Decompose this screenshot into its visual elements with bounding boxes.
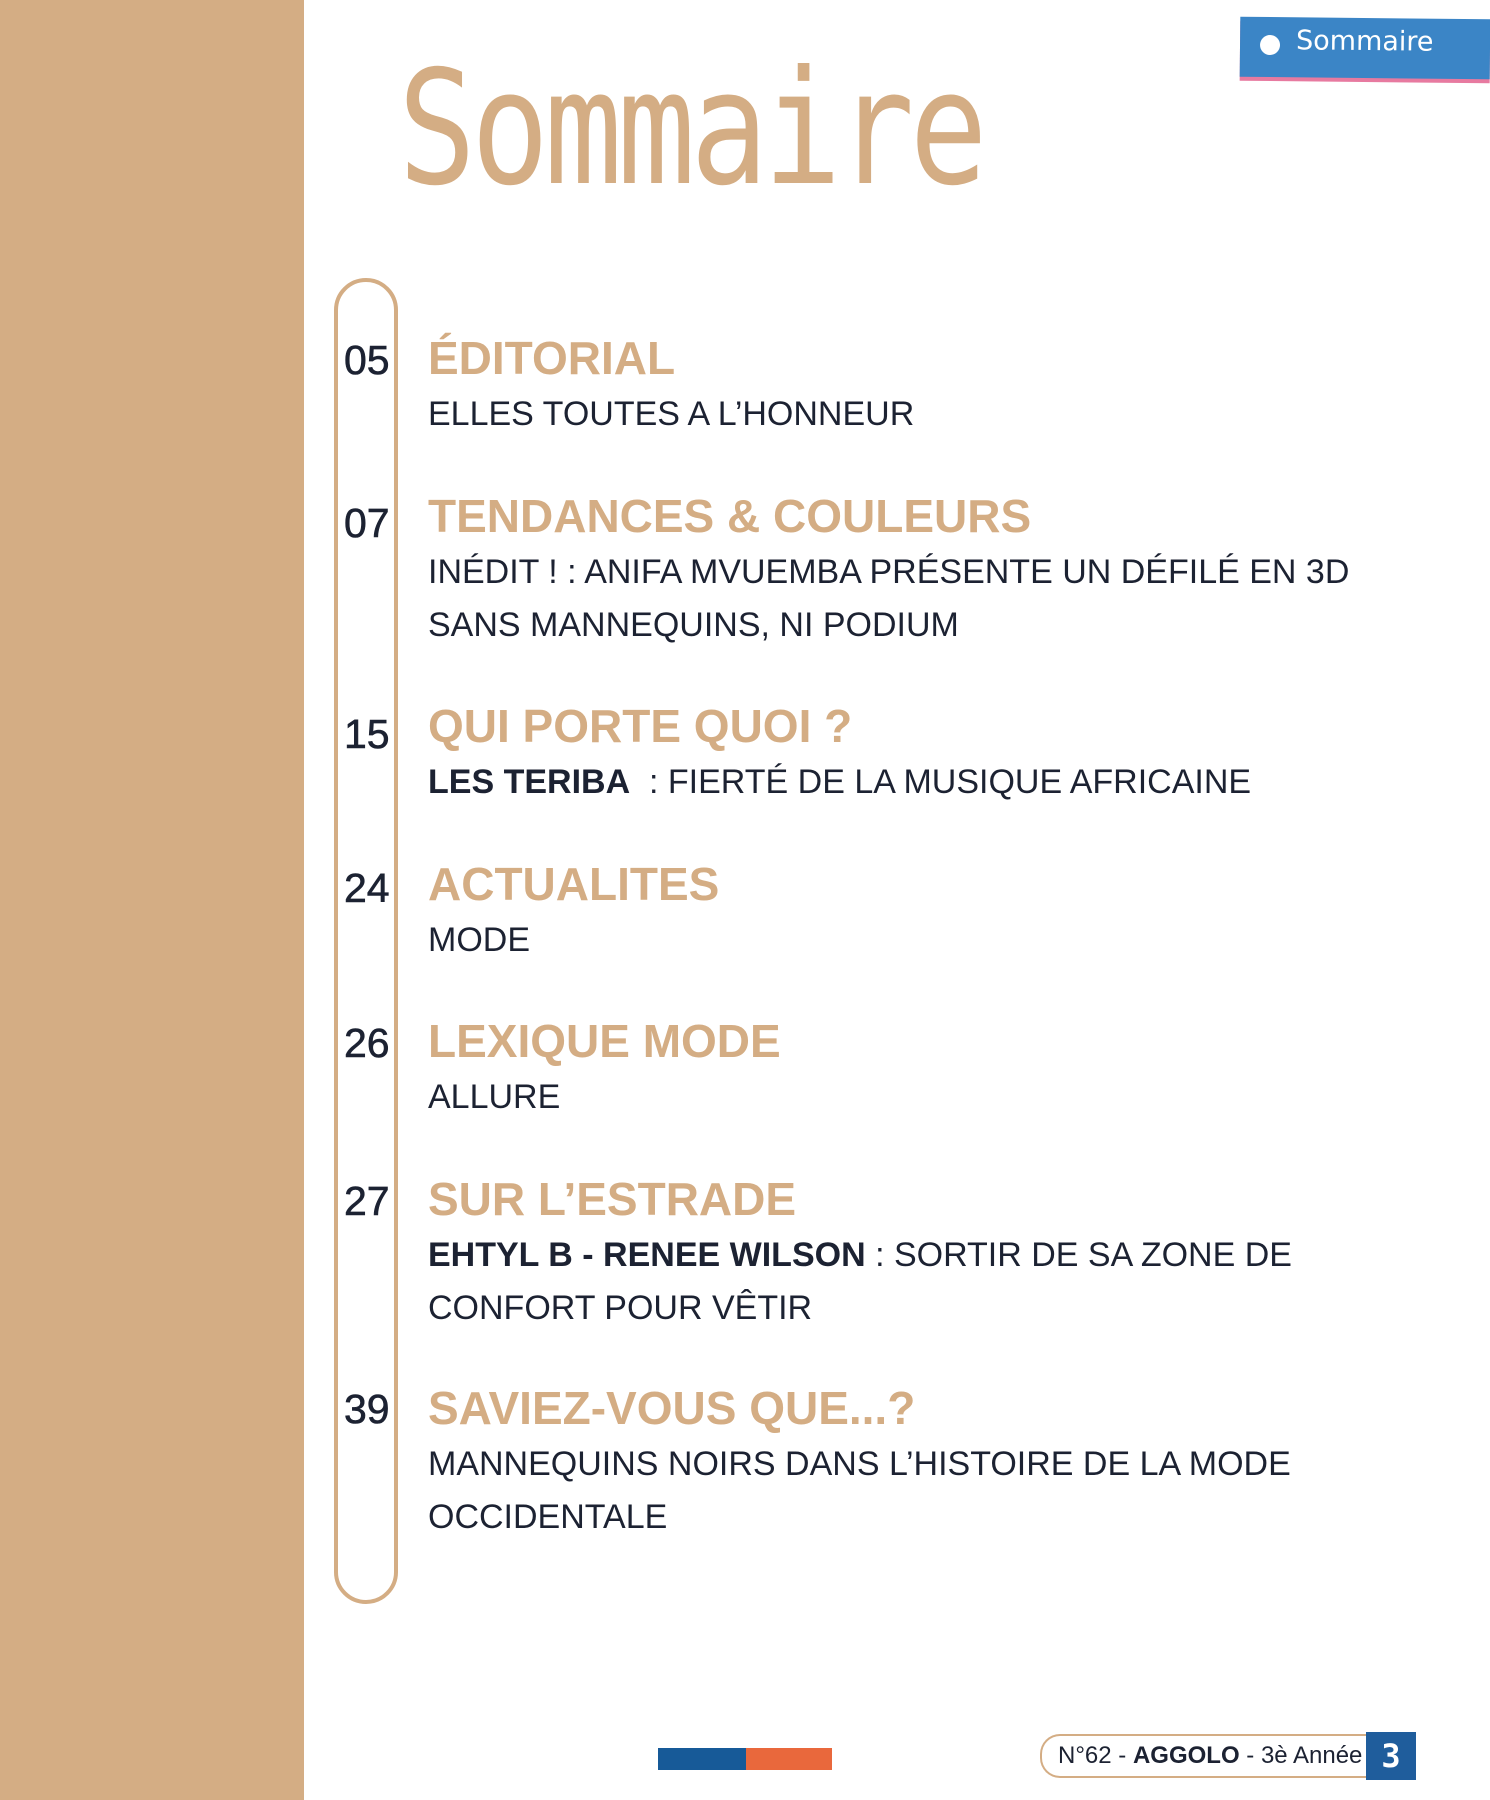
section-tab-label: Sommaire (1295, 25, 1434, 58)
toc-page-number: 05 (344, 337, 390, 383)
footer-bar-orange (746, 1748, 832, 1770)
toc-page-number: 15 (344, 711, 390, 757)
page-number: 3 (1366, 1732, 1416, 1780)
toc-subtitle: ELLES TOUTES A L’HONNEUR (428, 395, 915, 433)
left-accent-band (0, 0, 304, 1800)
toc-heading: SAVIEZ-VOUS QUE...? (428, 1382, 916, 1434)
toc-heading: LEXIQUE MODE (428, 1015, 781, 1067)
toc-heading: ÉDITORIAL (428, 332, 676, 384)
toc-heading: QUI PORTE QUOI ? (428, 700, 853, 752)
toc-subtitle: MODE (428, 921, 530, 959)
toc-page-number: 07 (344, 500, 390, 546)
toc-page-number: 24 (344, 865, 390, 911)
toc-heading: SUR L’ESTRADE (428, 1173, 797, 1225)
toc-subtitle: LES TERIBA : FIERTÉ DE LA MUSIQUE AFRICAINE (428, 763, 1252, 801)
section-tab[interactable] (1240, 17, 1490, 80)
toc-subtitle: EHTYL B - RENEE WILSON : SORTIR DE SA ZONE DE CONFORT POUR VÊTIR (428, 1236, 1292, 1327)
toc-page-number: 27 (344, 1178, 390, 1224)
page-title: Sommaire (398, 37, 983, 221)
issue-label: N°62 - AGGOLO - 3è Année (1058, 1742, 1363, 1769)
issue-label-box (1040, 1734, 1366, 1778)
toc-subtitle: ALLURE (428, 1078, 561, 1116)
toc-heading: ACTUALITES (428, 858, 720, 910)
footer-bar-blue (658, 1748, 746, 1770)
toc-subtitle: INÉDIT ! : ANIFA MVUEMBA PRÉSENTE UN DÉFILÉ EN 3D SANS MANNEQUINS, NI PODIUM (428, 553, 1350, 644)
toc-page-number: 39 (344, 1386, 390, 1432)
toc-heading: TENDANCES & COULEURS (428, 490, 1032, 542)
bullet-dot-icon (1260, 35, 1280, 55)
toc-page-number: 26 (344, 1020, 390, 1066)
toc-subtitle: MANNEQUINS NOIRS DANS L’HISTOIRE DE LA MODE OCCIDENTALE (428, 1445, 1291, 1536)
